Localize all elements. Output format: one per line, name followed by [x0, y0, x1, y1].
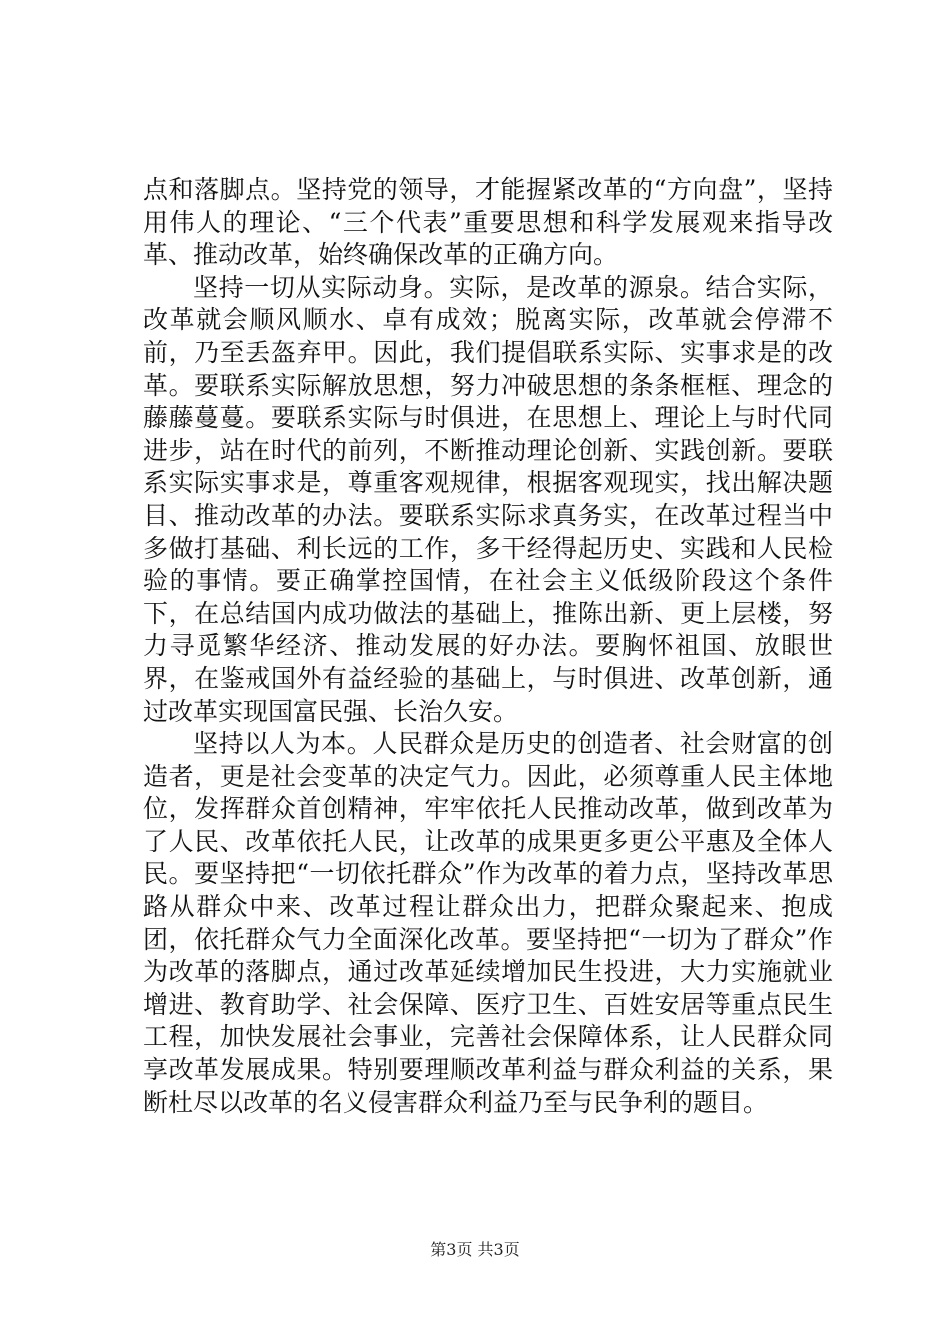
page-footer: 第3页 共3页	[430, 1240, 520, 1259]
paragraph-2: 坚持一切从实际动身。实际，是改革的源泉。结合实际，改革就会顺风顺水、卓有成效；脱离实际，改革就会停滞不前，乃至丢盔弃甲。因此，我们提倡联系实际、实事求是的改革。要联系实际解放思想，努力冲破思想的条条框框、理念的藤藤蔓蔓。要联系实际与时俱进，在思想上、理论上与时代同进步，站在时代的前列，不断推动理论创新、实践创新。要联系实际实事求是，尊重客观规律，根据客观现实，找出解决题目、推动改革的办法。要联系实际求真务实，在改革过程当中多做打基础、利长远的工作，多干经得起历史、实践和人民检验的事情。要正确掌控国情，在社会主义低级阶段这个条件下，在总结国内成功做法的基础上，推陈出新、更上层楼，努力寻觅繁华经济、推动发展的好办法。要胸怀祖国、放眼世界，在鉴戒国外有益经验的基础上，与时俱进、改革创新，通过改革实现国富民强、长治久安。	[143, 272, 833, 726]
paragraph-3: 坚持以人为本。人民群众是历史的创造者、社会财富的创造者，更是社会变革的决定气力。因此，必须尊重人民主体地位，发挥群众首创精神，牢牢依托人民推动改革，做到改革为了人民、改革依托人民，让改革的成果更多更公平惠及全体人民。要坚持把“一切依托群众”作为改革的着力点，坚持改革思路从群众中来、改革过程让群众出力，把群众聚起来、抱成团，依托群众气力全面深化改革。要坚持把“一切为了群众”作为改革的落脚点，通过改革延续增加民生投进，大力实施就业增进、教育助学、社会保障、医疗卫生、百姓安居等重点民生工程，加快发展社会事业，完善社会保障体系，让人民群众同享改革发展成果。特别要理顺改革利益与群众利益的关系，果断杜尽以改革的名义侵害群众利益乃至与民争利的题目。	[143, 729, 833, 1117]
paragraph-1: 点和落脚点。坚持党的领导，才能握紧改革的“方向盘”，坚持用伟人的理论、“三个代表”重要思想和科学发展观来指导改革、推动改革，始终确保改革的正确方向。	[143, 175, 833, 270]
body-text	[143, 174, 833, 1119]
